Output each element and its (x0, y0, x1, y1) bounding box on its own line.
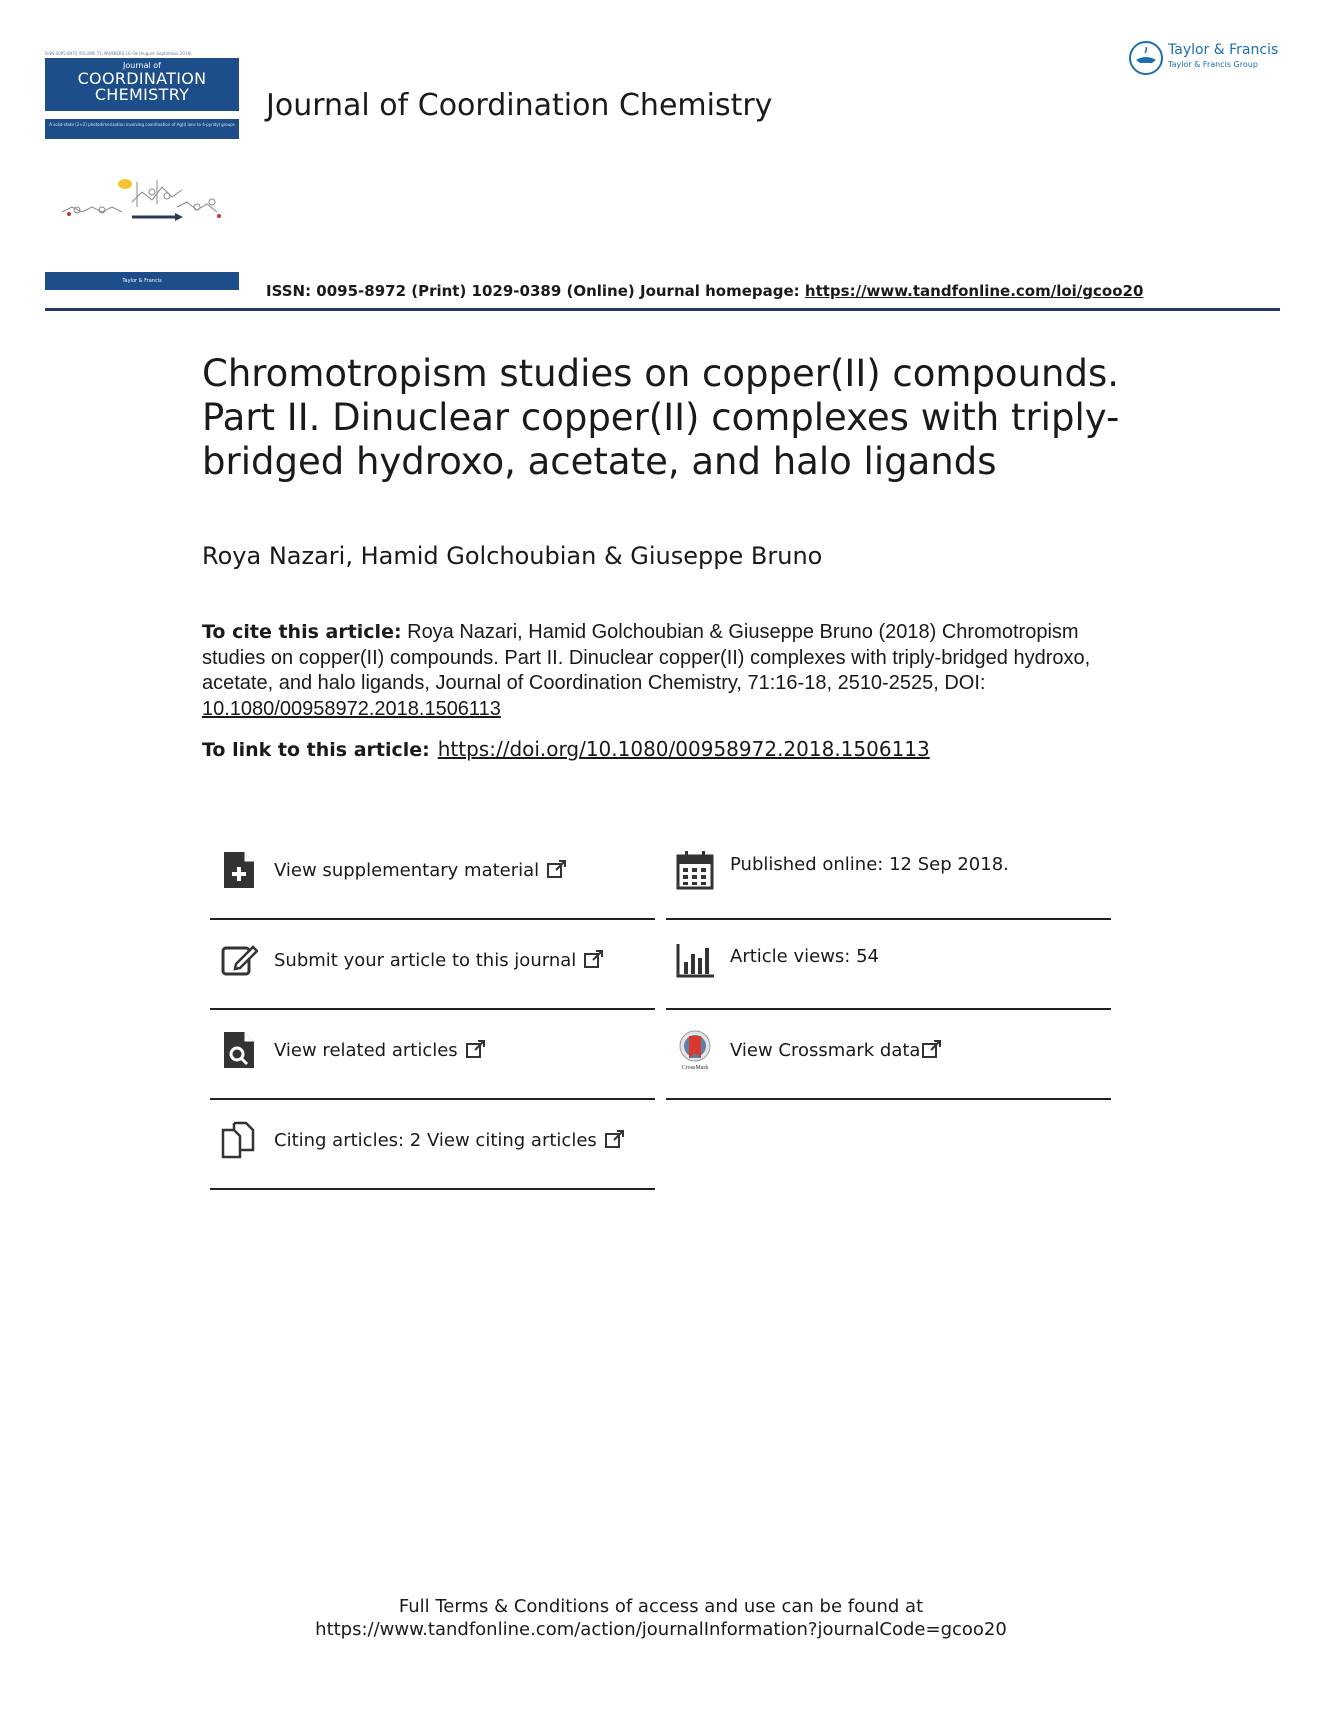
citing-articles-label: Citing articles: 2 View citing articles (274, 1130, 597, 1151)
external-link-icon (584, 950, 604, 968)
journal-title: Journal of Coordination Chemistry (266, 88, 773, 123)
publisher-name: Taylor & Francis (1168, 42, 1279, 58)
terms-footer (0, 1595, 1322, 1641)
cover-publisher-band (45, 272, 239, 290)
article-doi-url[interactable]: https://doi.org/10.1080/00958972.2018.1506113 (437, 737, 930, 761)
published-online-label: Published online: 12 Sep 2018. (730, 854, 1009, 875)
related-articles-link[interactable] (210, 1010, 655, 1100)
cover-molecule-illustration (57, 172, 227, 232)
published-online-info (666, 830, 1111, 920)
journal-cover-thumbnail (45, 52, 239, 292)
supplementary-material-label: View supplementary material (274, 860, 540, 881)
terms-footer-url[interactable]: https://www.tandfonline.com/action/journalInformation?journalCode=gcoo20 (315, 1619, 1007, 1640)
citation-block (202, 620, 1132, 722)
supplementary-material-link[interactable] (210, 830, 655, 920)
cover-subtitle: A solid-state [2+2] photodimerization involving coordination of Ag(I) ions to 4-pyridyl groups (45, 119, 239, 139)
bar-chart-icon (676, 940, 714, 980)
taylor-francis-lamp-icon (1128, 40, 1164, 76)
article-views-label: Article views: 54 (730, 946, 879, 967)
edit-square-icon (220, 940, 258, 980)
file-search-icon (220, 1030, 258, 1070)
citation-doi-link[interactable]: 10.1080/00958972.2018.1506113 (202, 697, 501, 720)
article-link-label: To link to this article: (202, 739, 430, 761)
publisher-logo[interactable] (1128, 40, 1288, 76)
cover-title-line1: COORDINATION (77, 69, 207, 88)
citation-label: To cite this article: (202, 621, 402, 643)
terms-footer-line1: Full Terms & Conditions of access and use can be found at (398, 1596, 924, 1617)
article-authors: Roya Nazari, Hamid Golchoubian & Giuseppe Bruno (202, 542, 823, 570)
calendar-icon (676, 850, 714, 890)
cover-publisher-name: Taylor & Francis (122, 278, 162, 284)
crossmark-label: View Crossmark data (730, 1040, 921, 1061)
cover-issue-info: ISSN 0095-8972 VOLUME 71, NUMBERS 16–18 (August–September 2018) (45, 51, 192, 56)
article-views-info (666, 920, 1111, 1010)
issn-line (266, 282, 1143, 300)
crossmark-icon (676, 1030, 714, 1070)
article-link-row (202, 737, 930, 761)
external-link-icon (605, 1130, 625, 1148)
issn-text: ISSN: 0095-8972 (Print) 1029-0389 (Online) Journal homepage: (266, 282, 805, 300)
header-divider (45, 308, 1280, 311)
article-title: Chromotropism studies on copper(II) compounds. Part II. Dinuclear copper(II) complexes with triply-bridged hydroxo, acetate, and halo ligands (202, 352, 1120, 483)
cover-title-band (45, 58, 239, 111)
related-articles-label: View related articles (274, 1040, 458, 1061)
external-link-icon (466, 1040, 486, 1058)
external-link-icon (922, 1040, 942, 1058)
cover-journal-of: Journal of (123, 61, 161, 70)
copy-files-icon (220, 1120, 258, 1160)
journal-homepage-link[interactable]: https://www.tandfonline.com/loi/gcoo20 (804, 282, 1144, 300)
submit-article-label: Submit your article to this journal (274, 950, 577, 971)
file-plus-icon (220, 850, 258, 890)
publisher-group: Taylor & Francis Group (1168, 60, 1258, 69)
submit-article-link[interactable] (210, 920, 655, 1010)
citation-text: Roya Nazari, Hamid Golchoubian & Giuseppe Bruno (2018) Chromotropism studies on copper(II) compounds. Part II. Dinuclear copper(II) complexes with triply-bridged hydroxo, acetate, and halo ligands, Journal of Coordination Chemistry, 71:16-18, 2510-2525, DOI: (202, 621, 1091, 694)
cover-title-line2: CHEMISTRY (94, 85, 190, 104)
external-link-icon (547, 860, 567, 878)
citing-articles-link[interactable] (210, 1100, 655, 1190)
crossmark-badge-text: CrossMark (681, 1065, 709, 1070)
crossmark-link[interactable] (666, 1010, 1111, 1100)
